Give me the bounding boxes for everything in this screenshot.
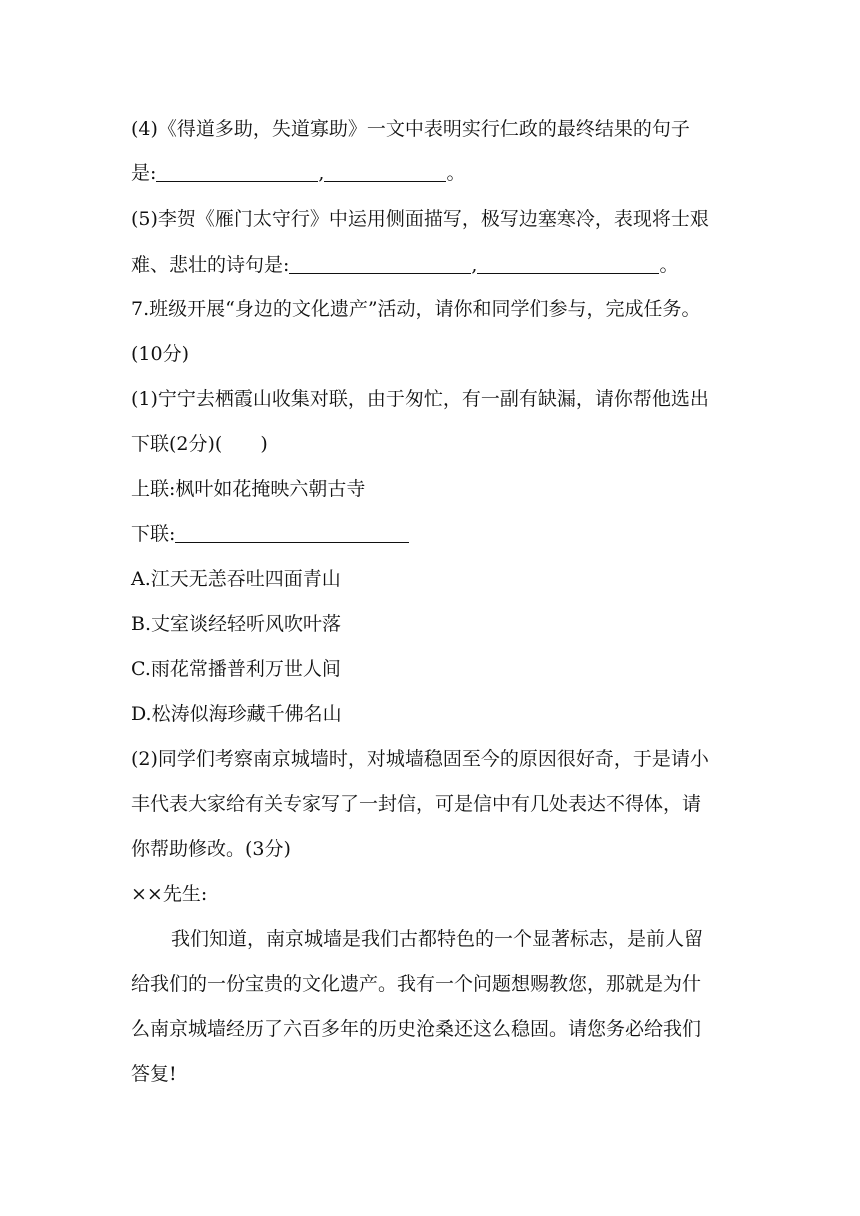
end-mark: 。 [659, 254, 679, 276]
answer-blank-1[interactable] [156, 162, 318, 182]
end-mark: 。 [446, 162, 466, 184]
lower-couplet-prefix: 下联: [131, 523, 176, 545]
q7-line-1: 7.班级开展“身边的文化遗产”活动，请你和同学们参与，完成任务。 [131, 298, 701, 320]
q7-2-line-3: 你帮助修改。(3分) [131, 838, 291, 860]
answer-blank-3[interactable] [289, 254, 471, 274]
q7-2-line-1: (2)同学们考察南京城墙时，对城墙稳固至今的原因很好奇，于是请小 [131, 748, 709, 770]
q7-line-2: (10分) [131, 343, 190, 365]
letter-line-1: 我们知道，南京城墙是我们古都特色的一个显著标志，是前人留 [171, 928, 704, 950]
answer-blank-4[interactable] [477, 254, 659, 274]
letter-line-2: 给我们的一份宝贵的文化遗产。我有一个问题想赐教您，那就是为什 [131, 973, 702, 995]
upper-couplet: 上联:枫叶如花掩映六朝古寺 [131, 478, 366, 500]
q6-5-line-2 [131, 251, 678, 279]
answer-blank-5[interactable] [175, 523, 409, 543]
answer-blank-2[interactable] [324, 162, 446, 182]
separator: , [318, 162, 325, 184]
q7-1-line-2: 下联(2分)( ) [131, 433, 268, 455]
q7-1-line-1: (1)宁宁去栖霞山收集对联，由于匆忙，有一副有缺漏，请你帮他选出 [131, 388, 709, 410]
option-b[interactable]: B.丈室谈经轻听风吹叶落 [131, 613, 342, 635]
q6-5-line-1: (5)李贺《雁门太守行》中运用侧面描写，极写边塞寒冷，表现将士艰 [131, 208, 709, 230]
letter-salutation: ××先生: [131, 883, 208, 905]
option-c[interactable]: C.雨花常播普利万世人间 [131, 658, 341, 680]
separator: , [471, 254, 478, 276]
lower-couplet-line [131, 520, 409, 548]
q6-4-prefix: 是: [131, 162, 157, 184]
q6-4-line-2 [131, 159, 465, 187]
letter-line-4: 答复! [131, 1063, 177, 1085]
q7-2-line-2: 丰代表大家给有关专家写了一封信，可是信中有几处表达不得体，请 [131, 793, 702, 815]
option-a[interactable]: A.江天无恙吞吐四面青山 [131, 568, 341, 590]
letter-line-3: 么南京城墙经历了六百多年的历史沧桑还这么稳固。请您务必给我们 [131, 1018, 702, 1040]
option-d[interactable]: D.松涛似海珍藏千佛名山 [131, 703, 342, 725]
q6-4-line-1: (4)《得道多助，失道寡助》一文中表明实行仁政的最终结果的句子 [131, 118, 690, 140]
q6-5-prefix: 难、悲壮的诗句是: [131, 254, 290, 276]
